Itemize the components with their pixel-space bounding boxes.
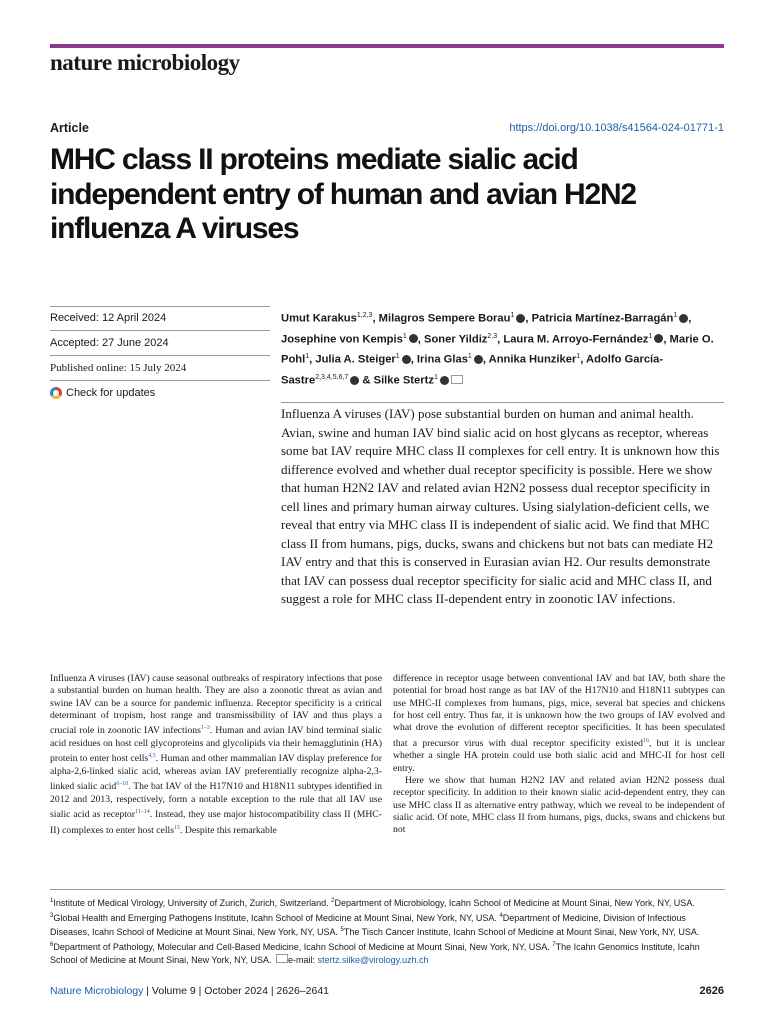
page-footer bbox=[50, 985, 329, 997]
reference-citation[interactable]: 15 bbox=[174, 824, 181, 831]
meta-divider bbox=[50, 330, 270, 331]
body-text: difference in receptor usage between conventional IAV and bat IAV, both share the potential for broad host range as bat IAV of the H17N10 and H18N11 subtypes can use MHC-II complexes from humans, pigs, mice, several bat species and chickens for host cell entry. Thus far, it is unknown how the two groups of IAV evolved and what drove the evolution of different receptor specificities. It has been speculated that a precursor virus with dual receptor specificity existed bbox=[393, 673, 725, 749]
author-affiliation-sup: 1 bbox=[648, 332, 653, 340]
meta-divider bbox=[50, 355, 270, 356]
author-affiliation-sup: 1 bbox=[402, 332, 407, 340]
affiliation-number: 5 bbox=[340, 927, 344, 934]
body-column-left bbox=[50, 673, 382, 837]
article-type-label: Article bbox=[50, 121, 89, 135]
affiliation-number: 1 bbox=[50, 898, 54, 904]
author-name: Patricia Martínez-Barragán bbox=[531, 312, 674, 325]
page-number: 2626 bbox=[699, 985, 724, 997]
affiliation-number: 6 bbox=[50, 942, 54, 949]
author-name: Silke Stertz bbox=[373, 374, 434, 387]
reference-citation[interactable]: 16 bbox=[642, 737, 649, 744]
corresponding-email-link[interactable]: stertz.silke@virology.uzh.ch bbox=[317, 954, 429, 965]
author-name: Soner Yildiz bbox=[423, 333, 488, 346]
orcid-icon[interactable] bbox=[409, 334, 418, 343]
orcid-icon[interactable] bbox=[679, 314, 688, 323]
orcid-icon[interactable] bbox=[402, 355, 411, 364]
body-text: . Human and avian IAV bind terminal sialic acid residues on host cell glycoproteins and glycolipids via their hemagglutinin (HA) protein to enter host cells bbox=[50, 725, 382, 765]
check-for-updates-label: Check for updates bbox=[66, 387, 156, 399]
affiliations bbox=[50, 895, 725, 967]
affiliation-text: The Icahn Genomics Institute, Icahn School of Medicine at Mount Sinai, New York, NY, USA. bbox=[50, 942, 700, 965]
orcid-icon[interactable] bbox=[516, 314, 525, 323]
body-text: . The bat IAV of the H17N10 and H18N11 subtypes identified in 2012 and 2013, respectively, form a notable exception to the rule that all IAV use sialic acid as receptor bbox=[50, 781, 383, 821]
author-affiliation-sup: 1 bbox=[576, 353, 581, 361]
author-affiliation-sup: 1 bbox=[510, 312, 515, 319]
author-affiliation-sup: 1 bbox=[395, 353, 400, 361]
author-name: Irina Glas bbox=[416, 354, 468, 367]
orcid-icon[interactable] bbox=[350, 376, 359, 385]
author-name: Marie O. Pohl bbox=[281, 333, 714, 367]
affiliation-number: 4 bbox=[499, 912, 503, 919]
body-paragraph bbox=[393, 673, 725, 774]
mail-icon bbox=[276, 954, 288, 963]
affiliation-text: The Tisch Cancer Institute, Icahn School of Medicine at Mount Sinai, New York, NY, USA. bbox=[343, 927, 700, 938]
body-column-right bbox=[393, 673, 725, 837]
abstract-divider bbox=[281, 402, 724, 403]
affiliation-text: Department of Microbiology, Icahn School of Medicine at Mount Sinai, New York, NY, USA. bbox=[334, 898, 695, 908]
accepted-date: Accepted: 27 June 2024 bbox=[50, 337, 169, 349]
body-text: . Instead, they use major histocompatibility class II (MHC-II) complexes to enter host cells bbox=[50, 809, 382, 836]
meta-divider bbox=[50, 306, 270, 307]
body-text: . Despite this remarkable bbox=[180, 824, 277, 836]
footer-journal-link[interactable]: Nature Microbiology bbox=[50, 985, 144, 997]
author-name: Umut Karakus bbox=[281, 312, 357, 325]
affiliation-text: Global Health and Emerging Pathogens Institute, Icahn School of Medicine at Mount Sinai, New York, NY, USA. bbox=[53, 912, 500, 923]
reference-citation[interactable]: 1–3 bbox=[200, 725, 210, 732]
orcid-icon[interactable] bbox=[474, 355, 483, 364]
author-name: Adolfo García-Sastre bbox=[281, 354, 664, 387]
affiliation-number: 7 bbox=[552, 942, 556, 949]
affiliation-text: Institute of Medical Virology, University of Zurich, Zurich, Switzerland. bbox=[53, 898, 332, 908]
published-date: Published online: 15 July 2024 bbox=[50, 362, 187, 374]
affiliation-number: 2 bbox=[331, 898, 335, 904]
footer-volume-info: | Volume 9 | October 2024 | 2626–2641 bbox=[143, 985, 330, 997]
orcid-icon[interactable] bbox=[654, 334, 663, 343]
author-affiliation-sup: 2,3 bbox=[487, 332, 498, 340]
author-name: Laura M. Arroyo-Fernández bbox=[503, 333, 649, 346]
journal-color-bar bbox=[50, 44, 724, 48]
abstract: Influenza A viruses (IAV) pose substantial burden on human and animal health. Avian, swine and human IAV bind sialic acid on host glycans as receptor, whereas some bat IAV require MHC class II complexes for cell entry. It is unknown how this difference evolved and whether dual receptor specificity is possible. Here we show that human H2N2 IAV and related avian H2N2 possess dual receptor specificity in cell lines and primary human airway cultures. Using sialylation-deficient cells, we reveal that entry via MHC class II is independent of sialic acid. We find that MHC class II from humans, pigs, ducks, swans and chickens but not bats can mediate H2 IAV entry and that this is conserved in Eurasian avian H2. Our results demonstrate that IAV can possess dual receptor specificity for sialic acid and MHC class II, and suggest a role for MHC class II-dependent entry in zoonotic IAV infections. bbox=[281, 406, 720, 606]
meta-divider bbox=[50, 380, 270, 381]
email-label: e-mail: bbox=[287, 954, 318, 965]
author-affiliation-sup: 1 bbox=[433, 374, 438, 382]
orcid-icon[interactable] bbox=[440, 376, 449, 385]
affiliation-text: Department of Medicine, Division of Infectious Diseases, Icahn School of Medicine at Mount Sinai, New York, NY, USA. bbox=[50, 912, 686, 938]
author-affiliation-sup: 1 bbox=[305, 353, 310, 361]
footnote-divider bbox=[50, 889, 725, 890]
author-name: Josephine von Kempis bbox=[281, 333, 403, 346]
reference-citation[interactable]: 4,5 bbox=[148, 753, 156, 760]
body-text: , but it is unclear whether a single HA protein could use both sialic acid and MHC-II for host cell entry. bbox=[393, 737, 725, 774]
body-text: Influenza A viruses (IAV) cause seasonal outbreaks of respiratory infections that pose a substantial burden on human health. They are also a zoonotic threat as avian and swine IAV can be a source for pandemic influenza. Receptor specificity is a critical determinant of tropism, host range and transmissibility of IAV and thus plays a crucial role in zoonotic IAV infections bbox=[50, 673, 382, 737]
author-name: Julia A. Steiger bbox=[315, 354, 396, 367]
received-date: Received: 12 April 2024 bbox=[50, 312, 167, 324]
author-affiliation-sup: 1 bbox=[467, 353, 472, 361]
doi-link[interactable]: https://doi.org/10.1038/s41564-024-01771-1 bbox=[509, 122, 724, 134]
author-name: Annika Hunziker bbox=[488, 354, 577, 367]
body-paragraph: Here we show that human H2N2 IAV and related avian H2N2 possess dual receptor specificity. In addition to their known sialic acid-dependent entry, they can use MHC class II as alternative entry pathway, which we reveal to be independent of sialic acid. Of note, MHC class II from humans, pigs, ducks, swans and chickens but not bbox=[393, 774, 725, 836]
author-name: Milagros Sempere Borau bbox=[378, 312, 511, 325]
reference-citation[interactable]: 6–10 bbox=[116, 781, 129, 788]
author-list: Umut Karakus$^{1,2,3}$, Milagros Sempere Borau$^1$ , Patricia Martínez-Barragán$^1$ , Josephine von Kempis$^1$ , Soner Yildiz$^{2,3}$, Laura M. Arroyo-Fernández$^1$ , Marie O. Pohl$^1$, Julia A. Steiger$^1$ , Irina Glas$^1$ , Annika Hunziker$^1$, Adolfo García-Sastre$^{2,3,4,5,6,7}$ & Silke Stertz$^1$ bbox=[281, 312, 714, 387]
affiliation-number: 3 bbox=[50, 912, 54, 919]
author-affiliation-sup: 1,2,3 bbox=[356, 312, 373, 319]
reference-citation[interactable]: 11–14 bbox=[134, 809, 150, 816]
crossmark-icon bbox=[50, 387, 62, 399]
affiliation-text: Department of Pathology, Molecular and Cell-Based Medicine, Icahn School of Medicine at Mount Sinai, New York, NY, USA. bbox=[53, 942, 553, 953]
check-for-updates-button[interactable] bbox=[50, 387, 155, 399]
mail-icon[interactable] bbox=[451, 375, 463, 384]
author-affiliation-sup: 2,3,4,5,6,7 bbox=[315, 374, 349, 382]
body-text: . Human and other mammalian IAV display preference for alpha-2,6-linked sialic acid, whereas avian IAV preferentially recognize alpha-2,3-linked sialic acid bbox=[50, 753, 382, 793]
article-title: MHC class II proteins mediate sialic acid independent entry of human and avian H2N2 influenza A viruses bbox=[50, 143, 636, 245]
author-affiliation-sup: 1 bbox=[673, 312, 678, 319]
journal-name: nature microbiology bbox=[50, 50, 240, 75]
